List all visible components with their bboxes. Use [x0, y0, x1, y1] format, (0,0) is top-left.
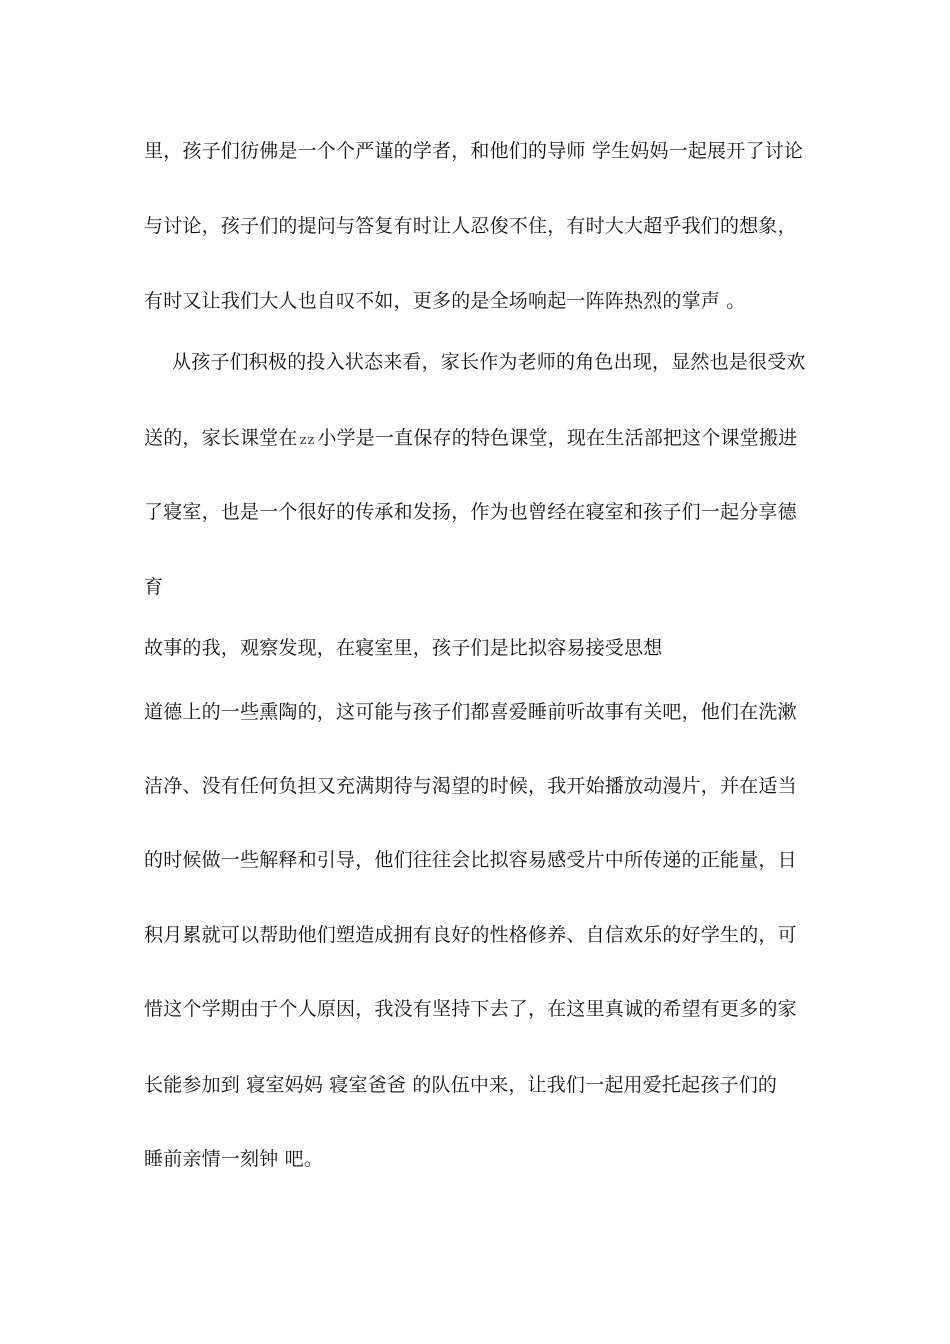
- paragraph-line: 从孩子们积极的投入状态来看，家长作为老师的角色出现，显然也是很受欢: [172, 351, 806, 373]
- paragraph-line: 长能参加到 寝室妈妈 寝室爸爸 的队伍中来，让我们一起用爱托起孩子们的: [144, 1074, 778, 1096]
- paragraph-line: 育: [144, 576, 164, 598]
- paragraph-line: 道德上的一些熏陶的，这可能与孩子们都喜爱睡前听故事有关吧，他们在洗漱: [144, 701, 797, 723]
- paragraph-line: 洁净、没有任何负担又充满期待与渴望的时候，我开始播放动漫片，并在适当: [144, 775, 797, 797]
- school-name: zz: [299, 433, 316, 448]
- line-segment: 送的，家长课堂在: [144, 427, 298, 449]
- paragraph-line: 睡前亲情一刻钟 吧。: [144, 1148, 324, 1170]
- paragraph-line: 惜这个学期由于个人原因，我没有坚持下去了，在这里真诚的希望有更多的家: [144, 998, 797, 1020]
- paragraph-line: 有时又让我们大人也自叹不如，更多的是全场响起一阵阵热烈的掌声 。: [144, 290, 746, 312]
- paragraph-line: 了寝室，也是一个很好的传承和发扬，作为也曾经在寝室和孩子们一起分享德: [144, 501, 797, 523]
- paragraph-line: 与讨论，孩子们的提问与答复有时让人忍俊不住，有时大大超乎我们的想象，: [144, 215, 797, 237]
- paragraph-line: 里，孩子们彷佛是一个个严谨的学者，和他们的导师 学生妈妈一起展开了讨论: [144, 140, 804, 162]
- paragraph-line: [144, 426, 797, 453]
- paragraph-line: 的时候做一些解释和引导，他们往往会比拟容易感受片中所传递的正能量，日: [144, 849, 797, 871]
- line-segment: 小学是一直保存的特色课堂，现在生活部把这个课堂搬进: [317, 427, 798, 449]
- paragraph-line: 故事的我，观察发现，在寝室里，孩子们是比拟容易接受思想: [144, 637, 663, 659]
- paragraph-line: 积月累就可以帮助他们塑造成拥有良好的性格修养、自信欢乐的好学生的，可: [144, 924, 797, 946]
